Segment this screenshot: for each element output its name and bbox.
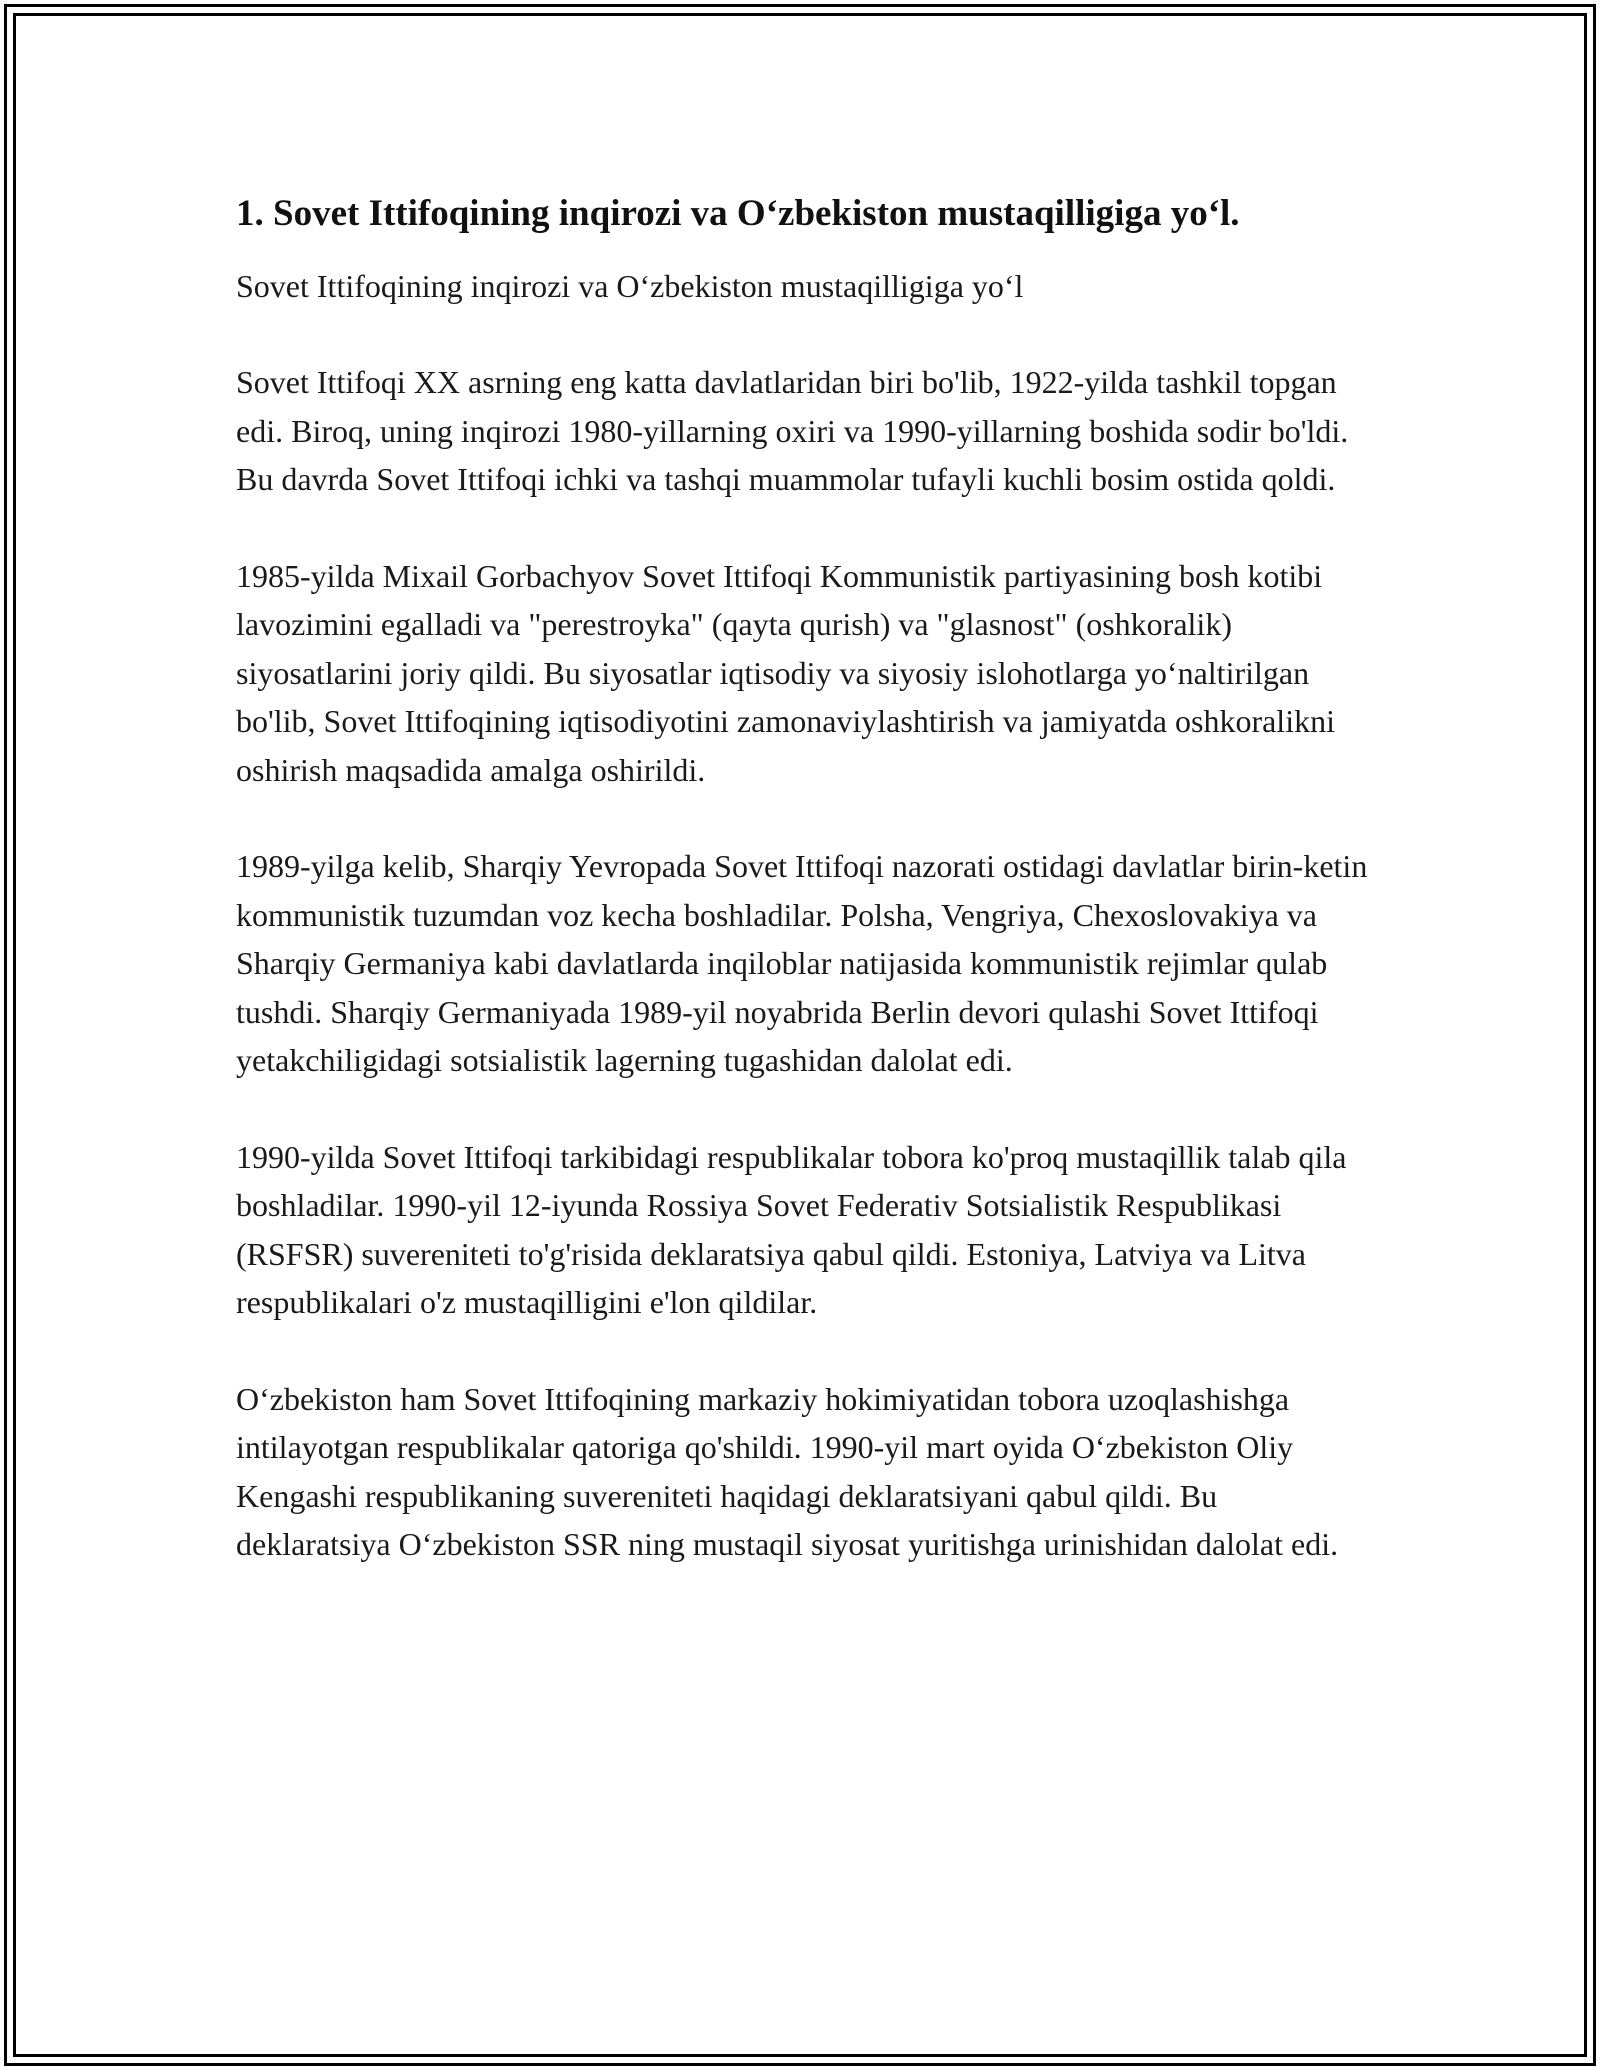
document-body bbox=[236, 188, 1376, 1569]
paragraph-1: Sovet Ittifoqi XX asrning eng katta davlatlaridan biri bo'lib, 1922-yilda tashkil topgan edi. Biroq, uning inqirozi 1980-yillarning oxiri va 1990-yillarning boshida sodir bo'ldi. Bu davrda Sovet Ittifoqi ichki va tashqi muammolar tufayli kuchli bosim ostida qoldi. bbox=[236, 364, 1349, 497]
section-subtitle: Sovet Ittifoqining inqirozi va O‘zbekiston mustaqilligiga yo‘l bbox=[236, 268, 1024, 304]
paragraph-3: 1989-yilga kelib, Sharqiy Yevropada Sovet Ittifoqi nazorati ostidagi davlatlar birin-ketin kommunistik tuzumdan voz kecha boshladilar. Polsha, Vengriya, Chexoslovakiya va Sharqiy Germaniya kabi davlatlarda inqiloblar natijasida kommunistik rejimlar qulab tushdi. Sharqiy Germaniyada 1989-yil noyabrida Berlin devori qulashi Sovet Ittifoqi yetakchiligidagi sotsialistik lagerning tugashidan dalolat edi. bbox=[236, 848, 1368, 1078]
section-heading: 1. Sovet Ittifoqining inqirozi va O‘zbekiston mustaqilligiga yo‘l. bbox=[236, 193, 1240, 234]
paragraph-5: O‘zbekiston ham Sovet Ittifoqining markaziy hokimiyatidan tobora uzoqlashishga intilayotgan respublikalar qatoriga qo'shildi. 1990-yil mart oyida O‘zbekiston Oliy Kengashi respublikaning suvereniteti haqidagi deklaratsiyani qabul qildi. Bu deklaratsiya O‘zbekiston SSR ning mustaqil siyosat yuritishga urinishidan dalolat edi. bbox=[236, 1380, 1339, 1562]
paragraph-4: 1990-yilda Sovet Ittifoqi tarkibidagi respublikalar tobora ko'proq mustaqillik talab qila boshladilar. 1990-yil 12-iyunda Rossiya Sovet Federativ Sotsialistik Respublikasi (RSFSR) suvereniteti to'g'risida deklaratsiya qabul qildi. Estoniya, Latviya va Litva respublikalari o'z mustaqilligini e'lon qildilar. bbox=[236, 1138, 1347, 1320]
paragraph-2: 1985-yilda Mixail Gorbachyov Sovet Ittifoqi Kommunistik partiyasining bosh kotibi lavozimini egalladi va "perestroyka" (qayta qurish) va "glasnost" (oshkoralik) siyosatlarini joriy qildi. Bu siyosatlar iqtisodiy va siyosiy islohotlarga yo‘naltirilgan bo'lib, Sovet Ittifoqining iqtisodiyotini zamonaviylashtirish va jamiyatda oshkoralikni oshirish maqsadida amalga oshirildi. bbox=[236, 557, 1335, 788]
